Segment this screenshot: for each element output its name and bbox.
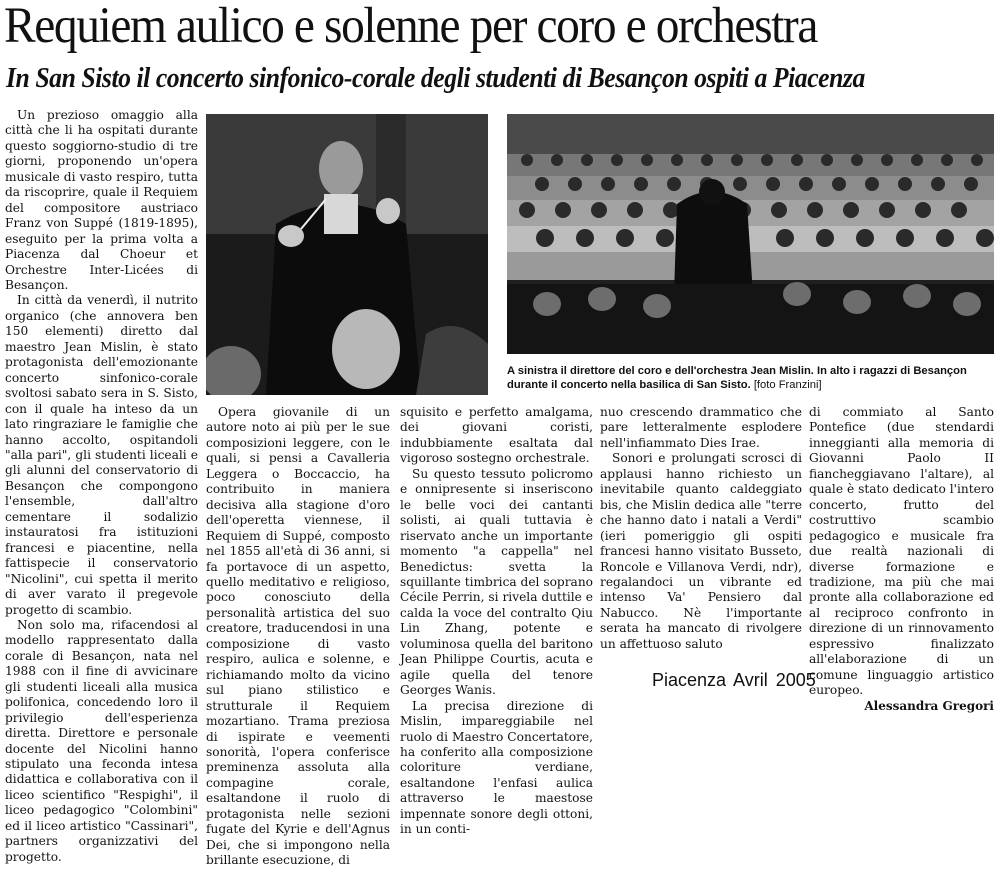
paragraph: Un prezioso omaggio alla città che li ha ospitati durante questo soggiorno-studio di tre giorni, proponendo un'opera musicale di vasto respiro, tutta da riscoprire, quale il Requiem del compositore austriaco Franz von Suppé (1819-1895), eseguito per la prima volta a Piacenza dal Choeur et Orchestre Inter-Licées di Besançon. [5,108,198,292]
headline: Requiem aulico e solenne per coro e orchestra [4,0,817,54]
conductor-photo-drawing [206,114,488,395]
article-column-1 [5,108,198,865]
caption-credit: [foto Franzini] [753,379,822,391]
paragraph: Non solo ma, rifacendosi al modello rappresentato dalla corale di Besançon, nata nel 1988 con il fine di avvicinare gli studenti liceali alla musica polifonica, concedendo loro il privilegio dell'esperienza diretta. Direttore e personale docente del Nicolini hanno stipulato una feconda intesa didattica e collaborativa con il liceo scientifico "Respighi", il liceo pedagogico "Colombini" ed il liceo artistico "Cassinari", partners organizzativi del progetto. [5,617,198,864]
location-date-stamp: Piacenza Avril 2005 [652,670,816,690]
paragraph: In città da venerdì, il nutrito organico (che annovera ben 150 elementi) diretto dal maestro Jean Mislin, è stato protagonista dell'emozionante concerto sinfonico-corale svoltosi sabato sera in S. Sisto, con il quale ha inteso da un lato ringraziare le famiglie che hanno accolto, ospitandoli "alla pari", gli studenti liceali e gli alunni del conservatorio di Besançon che compongono l'ensemble, dall'altro cementare il sodalizio instauratosi fra istituzioni francesi e piacentine, nella fattispecie il conservatorio "Nicolini", cui spetta il merito di aver varato il pregevole progetto di scambio. [5,293,198,617]
author-signature: Alessandra Gregori [864,698,994,713]
paragraph: di commiato al Santo Pontefice (due stendardi inneggianti alla memoria di Giovanni Paolo II fiancheggiavano l'altare), al quale è stato dedicato l'intero concerto, frutto del costruttivo scambio pedagogico e musicale fra due realtà nazionali di diverse formazione e tradizione, ma più che mai pronte alla collaborazione ed al reciproco confronto in direzione di un rinnovamento espressivo finalizzato all'elaborazione di un comune linguaggio artistico europeo. [809,405,994,698]
choir-photo [507,114,994,354]
conductor-photo [206,114,488,395]
photo-caption [507,364,994,392]
paragraph: La precisa direzione di Mislin, impareggiabile nel ruolo di Maestro Concertatore, ha conferito alla composizione coloriture verdiane, esaltandone l'enfasi aulica attraverso le maestose impennate sonore degli ottoni, in un conti- [400,698,593,837]
article-column-4 [600,405,802,652]
article-column-3 [400,405,593,838]
choir-photo-drawing [507,114,994,354]
paragraph: Sonori e prolungati scrosci di applausi hanno richiesto un inevitabile quanto caldeggiato bis, che Mislin dedica alle "terre che hanno dato i natali a Verdi" (ieri pomeriggio gli ospiti francesi hanno visitato Busseto, Roncole e Villanova Verdi, ndr), regalandoci un vibrante ed intenso Va' Pensiero dal Nabucco. Nè l'importante serata ha mancato di rivolgere un affettuoso saluto [600,451,802,651]
paragraph: squisito e perfetto amalgama, dei giovani coristi, indubbiamente esaltata dal vigoroso sostegno orchestrale. [400,405,593,466]
caption-text: A sinistra il direttore del coro e dell'orchestra Jean Mislin. In alto i ragazzi di Besançon durante il concerto nella basilica di San Sisto. [507,365,967,391]
article-column-5 [809,405,994,714]
paragraph: nuo crescendo drammatico che pare letteralmente esplodere nell'infiammato Dies Irae. [600,405,802,450]
subheadline: In San Sisto il concerto sinfonico-corale degli studenti di Besançon ospiti a Piacenza [6,62,865,94]
article-column-2 [206,405,390,869]
paragraph: Opera giovanile di un autore noto ai più per le sue composizioni leggere, con le quali, si pensi a Cavalleria Leggera o Boccaccio, ha contribuito in maniera decisiva alla stagione d'oro dell'operetta viennese, il Requiem di Suppé, composto nel 1855 all'età di 36 anni, si fa portavoce di un aspetto, quello meditativo e religioso, poco conosciuto della personalità artistica del suo creatore, traducendosi in una composizione di vasto respiro, aulica e solenne, e richiamando molto da vicino sul piano stilistico e strutturale il Requiem mozartiano. Trama preziosa di ispirate e veementi sonorità, l'opera conferisce preminenza assoluta alla compagine corale, esaltandone il ruolo di protagonista nelle sezioni fugate del Kyrie e dell'Agnus Dei, che si impongono nella brillante esecuzione, di [206,405,390,868]
paragraph: Su questo tessuto policromo e onnipresente si inseriscono le belle voci dei cantanti solisti, ai quali tuttavia è riservato anche un importante momento "a cappella" nel Benedictus: svetta la squillante timbrica del soprano Cécile Perrin, si rivela duttile e calda la voce del contralto Qiu Lin Zhang, potente e voluminosa quella del baritono Jean Philippe Courtis, acuta e agile quella del tenore Georges Wanis. [400,466,594,698]
